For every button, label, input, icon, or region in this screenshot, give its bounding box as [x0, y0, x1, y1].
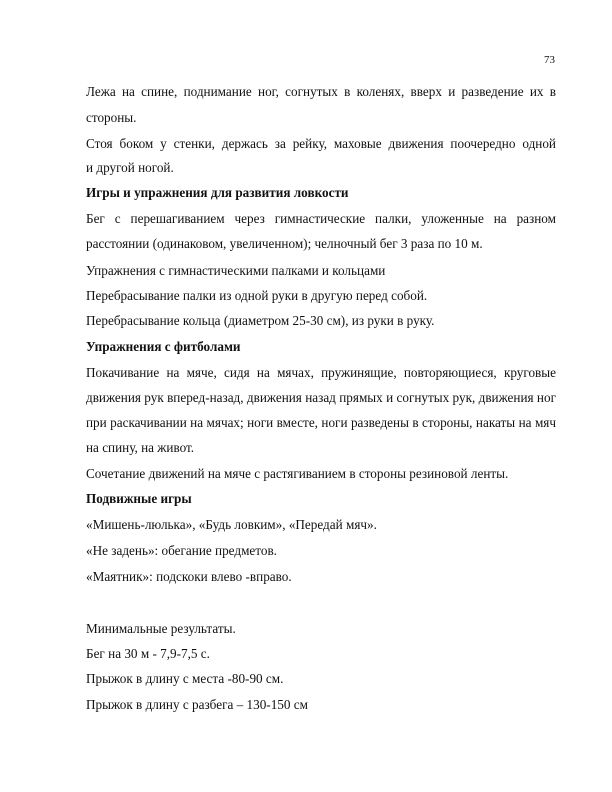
section-heading: Подвижные игры [86, 491, 192, 506]
text-line: движения рук вперед-назад, движения назад прямых и согнутых рук, движения ног [86, 390, 556, 405]
text-line: Упражнения с гимнастическими палками и кольцами [86, 263, 386, 278]
text-line: Прыжок в длину с разбега – 130-150 см [86, 697, 308, 712]
page-number: 73 [544, 54, 555, 66]
text-line: Бег на 30 м - 7,9-7,5 с. [86, 646, 210, 661]
section-heading: Игры и упражнения для развития ловкости [86, 185, 349, 200]
text-line: Прыжок в длину с места -80-90 см. [86, 671, 284, 686]
text-line: Стоя боком у стенки, держась за рейку, маховые движения поочередно одной [86, 136, 556, 151]
text-line: и другой ногой. [86, 160, 174, 175]
text-line: Сочетание движений на мяче с растягиванием в стороны резиновой ленты. [86, 466, 509, 481]
text-line: Перебрасывание палки из одной руки в другую перед собой. [86, 288, 428, 303]
text-line: Лежа на спине, поднимание ног, согнутых в коленях, вверх и разведение их в [86, 84, 556, 99]
text-line: Покачивание на мяче, сидя на мячах, пружинящие, повторяющиеся, круговые [86, 365, 556, 380]
section-heading: Упражнения с фитболами [86, 339, 241, 354]
text-line: стороны. [86, 110, 137, 125]
text-line: Перебрасывание кольца (диаметром 25-30 см), из руки в руку. [86, 313, 435, 328]
text-line: на спину, на живот. [86, 440, 195, 455]
text-line: Бег с перешагиванием через гимнастические палки, уложенные на разном [86, 211, 556, 226]
text-line: «Не задень»: обегание предметов. [86, 543, 277, 558]
text-line: «Мишень-люлька», «Будь ловким», «Передай мяч». [86, 517, 377, 532]
text-line: «Маятник»: подскоки влево -вправо. [86, 569, 292, 584]
text-line: Минимальные результаты. [86, 621, 236, 636]
text-line: расстоянии (одинаковом, увеличенном); челночный бег 3 раза по 10 м. [86, 236, 483, 251]
text-line: при раскачивании на мячах; ноги вместе, ноги разведены в стороны, накаты на мяч [86, 415, 556, 430]
